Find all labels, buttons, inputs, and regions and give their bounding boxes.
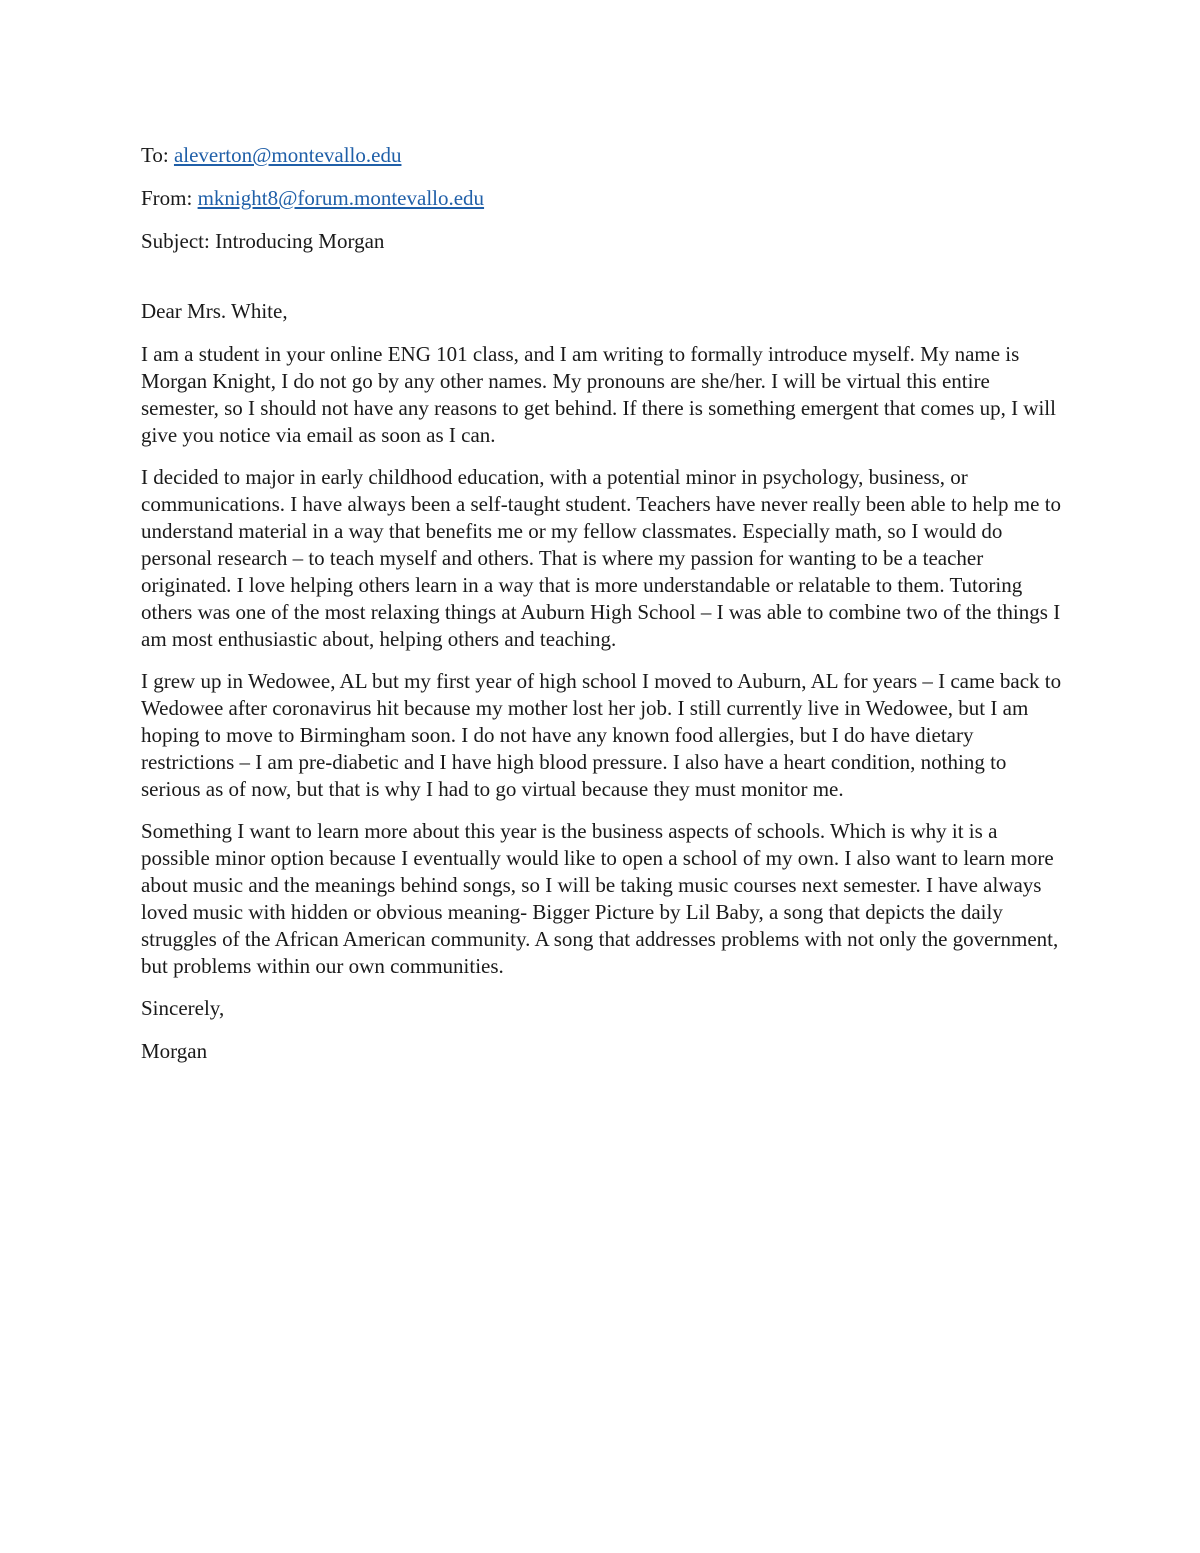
from-label: From: xyxy=(141,186,193,210)
signature: Morgan xyxy=(141,1039,208,1063)
to-line xyxy=(141,142,1066,169)
body-paragraph-1: I am a student in your online ENG 101 class, and I am writing to formally introduce myself. My name is Morgan Knight, I do not go by any other names. My pronouns are she/her. I will be virtual this entire semester, so I should not have any reasons to get behind. If there is something emergent that comes up, I will give you notice via email as soon as I can. xyxy=(141,342,1056,447)
to-label: To: xyxy=(141,143,169,167)
from-line xyxy=(141,185,1066,212)
subject-text: Introducing Morgan xyxy=(215,229,385,253)
subject-label: Subject: xyxy=(141,229,210,253)
greeting: Dear Mrs. White, xyxy=(141,299,288,323)
body-paragraph-3: I grew up in Wedowee, AL but my first year of high school I moved to Auburn, AL for years – I came back to Wedowee after coronavirus hit because my mother lost her job. I still currently live in Wedowee, but I am hoping to move to Birmingham soon. I do not have any known food allergies, but I do have dietary restrictions – I am pre-diabetic and I have high blood pressure. I also have a heart condition, nothing to serious as of now, but that is why I had to go virtual because they must monitor me. xyxy=(141,669,1062,801)
letter-page xyxy=(141,142,1066,1080)
subject-line xyxy=(141,228,1066,255)
closing: Sincerely, xyxy=(141,996,225,1020)
email-header xyxy=(141,142,1066,255)
body-paragraph-2: I decided to major in early childhood education, with a potential minor in psychology, business, or communications. I have always been a self-taught student. Teachers have never really been able to help me to understand material in a way that benefits me or my fellow classmates. Especially math, so I would do personal research – to teach myself and others. That is where my passion for wanting to be a teacher originated. I love helping others learn in a way that is more understandable or relatable to them. Tutoring others was one of the most relaxing things at Auburn High School – I was able to combine two of the things I am most enthusiastic about, helping others and teaching. xyxy=(141,465,1062,651)
from-email-link[interactable]: mknight8@forum.montevallo.edu xyxy=(197,186,485,210)
to-email-link[interactable]: aleverton@montevallo.edu xyxy=(173,143,402,167)
body-paragraph-4: Something I want to learn more about this year is the business aspects of schools. Which is why it is a possible minor option because I eventually would like to open a school of my own. I also want to learn more about music and the meanings behind songs, so I will be taking music courses next semester. I have always loved music with hidden or obvious meaning- Bigger Picture by Lil Baby, a song that depicts the daily struggles of the African American community. A song that addresses problems with not only the government, but problems within our own communities. xyxy=(141,819,1059,978)
